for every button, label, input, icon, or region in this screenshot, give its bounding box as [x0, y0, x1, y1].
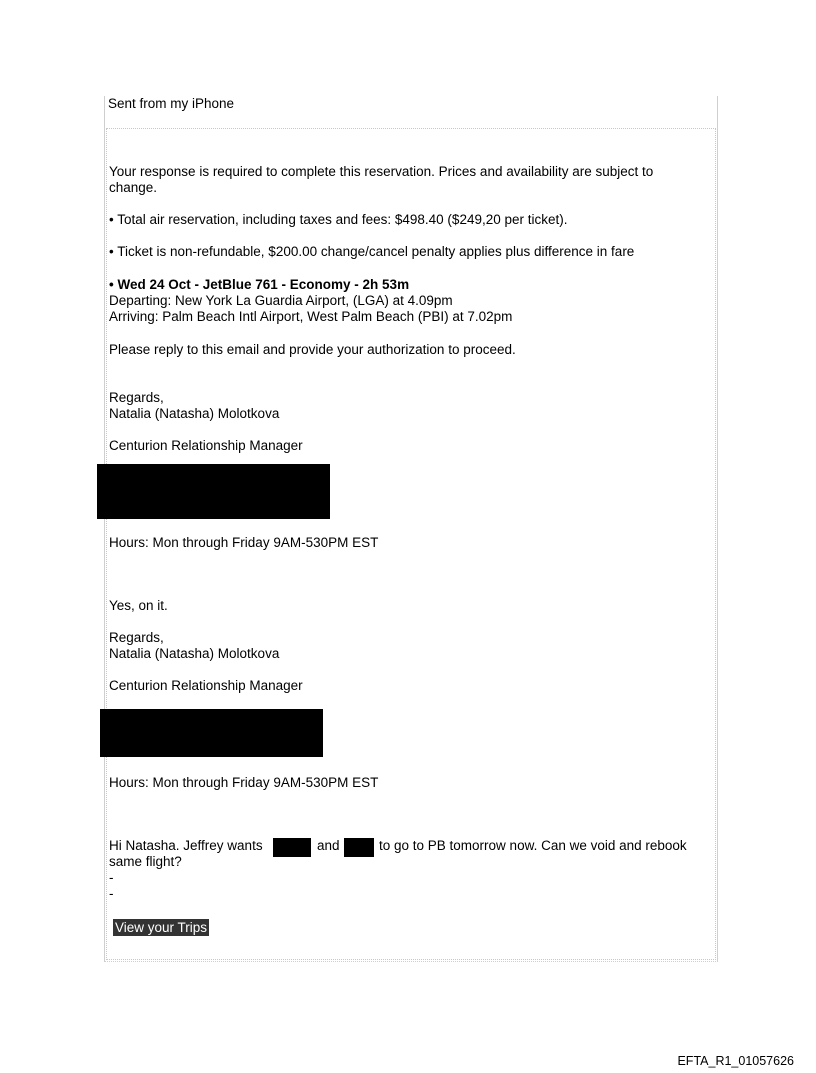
redaction-block — [97, 464, 330, 519]
authorization-request: Please reply to this email and provide your authorization to proceed. — [109, 342, 516, 357]
office-hours: Hours: Mon through Friday 9AM-530PM EST — [109, 775, 379, 790]
regards-line: Regards, — [109, 390, 164, 405]
sender-name: Natalia (Natasha) Molotkova — [109, 646, 280, 661]
dash-line: - — [109, 870, 114, 885]
total-fare-bullet: • Total air reservation, including taxes and fees: $498.40 ($249,20 per ticket). — [109, 212, 568, 227]
request-text-part2: and — [317, 838, 340, 853]
document-id: EFTA_R1_01057626 — [677, 1054, 794, 1068]
flight-summary: • Wed 24 Oct - JetBlue 761 - Economy - 2h 53m — [109, 277, 410, 292]
view-trips-link[interactable]: View your Trips — [115, 920, 208, 935]
request-text-part1: Hi Natasha. Jeffrey wants — [109, 838, 263, 853]
reservation-intro: Your response is required to complete this reservation. Prices and availability are subject to — [109, 164, 654, 179]
sent-from-line: Sent from my iPhone — [108, 96, 235, 111]
request-text-line2: same flight? — [109, 854, 182, 869]
sender-title: Centurion Relationship Manager — [109, 438, 303, 453]
regards-line: Regards, — [109, 630, 164, 645]
request-text-part3: to go to PB tomorrow now. Can we void and rebook — [379, 838, 687, 853]
reservation-intro-cont: change. — [109, 180, 158, 195]
arriving-line: Arriving: Palm Beach Intl Airport, West Palm Beach (PBI) at 7.02pm — [109, 309, 513, 324]
sender-name: Natalia (Natasha) Molotkova — [109, 406, 280, 421]
redaction-block — [344, 838, 374, 857]
departing-line: Departing: New York La Guardia Airport, (LGA) at 4.09pm — [109, 293, 453, 308]
sender-title: Centurion Relationship Manager — [109, 678, 303, 693]
office-hours: Hours: Mon through Friday 9AM-530PM EST — [109, 535, 379, 550]
reply-text: Yes, on it. — [109, 598, 168, 613]
dash-line: - — [109, 886, 114, 901]
ticket-policy-bullet: • Ticket is non-refundable, $200.00 change/cancel penalty applies plus difference in fare — [109, 244, 635, 259]
redaction-block — [273, 838, 311, 857]
redaction-block — [100, 709, 323, 757]
